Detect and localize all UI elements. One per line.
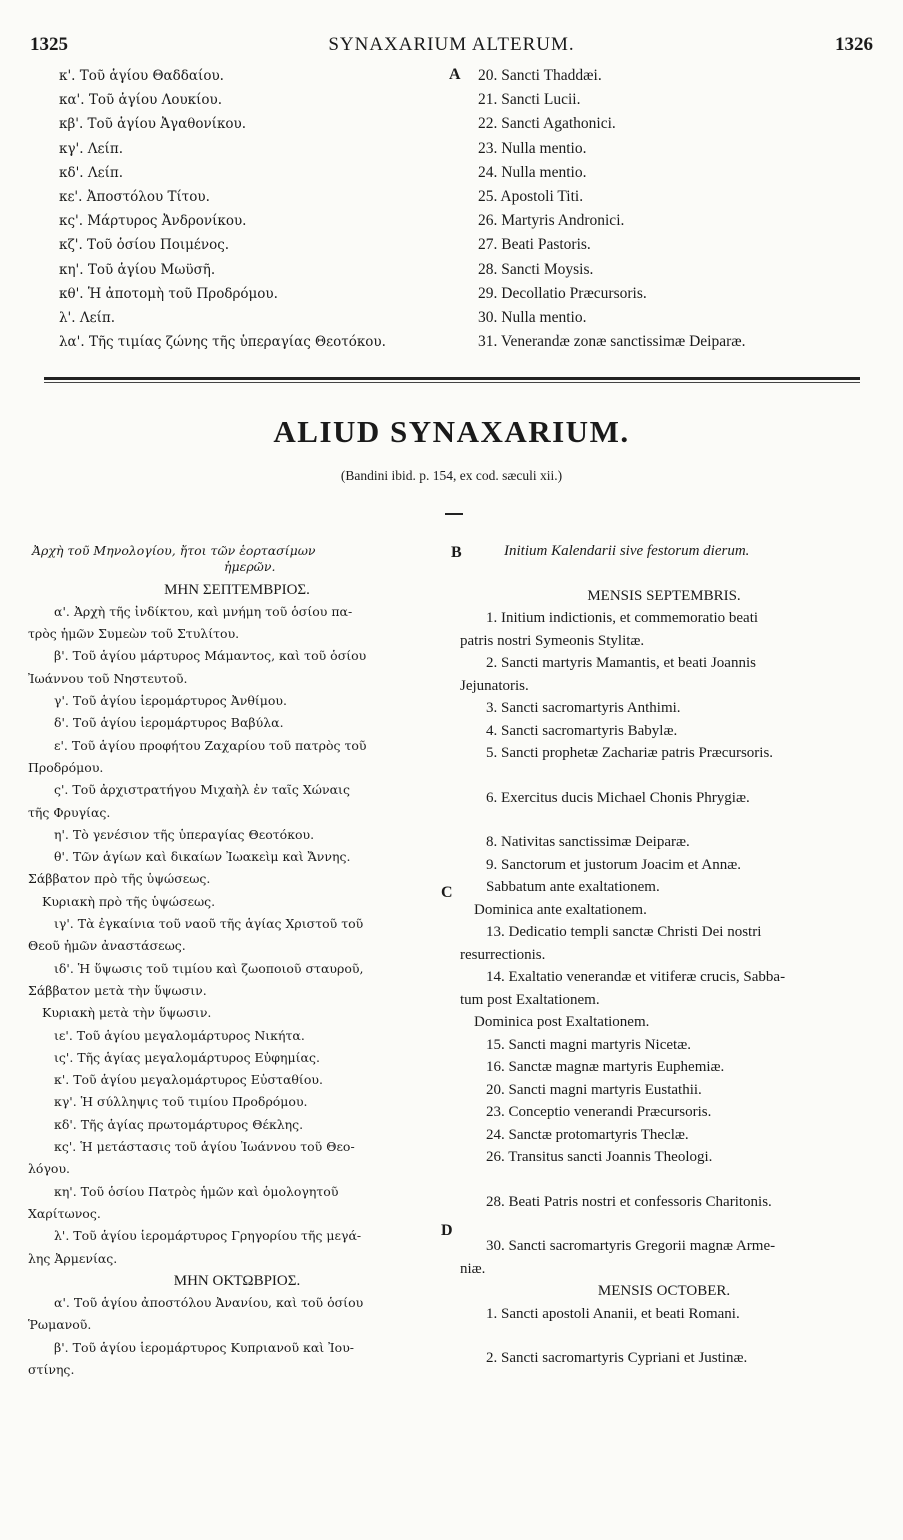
running-title: SYNAXARIUM ALTERUM. [328,34,575,55]
list-item: λης Ἀρμενίας. [28,1250,118,1266]
list-item: Jejunatoris. [460,677,529,694]
list-item: ε'. Τοῦ ἁγίου προφήτου Ζαχαρίου τοῦ πατρὸς τοῦ [54,737,367,753]
list-item: 31. Venerandæ zonæ sanctissimæ Deiparæ. [478,333,746,351]
list-item: Χαρίτωνος. [28,1205,101,1221]
list-item: 28. Beati Patris nostri et confessoris Charitonis. [486,1193,772,1210]
list-item: τῆς Φρυγίας. [28,804,111,820]
list-item: κη'. Τοῦ ἁγίου Μωϋσῆ. [59,261,216,278]
list-item: 6. Exercitus ducis Michael Chonis Phrygiæ. [486,789,750,806]
running-header [30,34,873,58]
margin-letter-b: B [451,544,462,561]
list-item: niæ. [460,1260,486,1277]
list-item: Ἰωάννου τοῦ Νηστευτοῦ. [28,670,188,686]
list-item: 23. Conceptio venerandi Præcursoris. [486,1104,712,1120]
list-item: 24. Nulla mentio. [478,163,587,181]
list-item: Σάββατον πρὸ τῆς ὑψώσεως. [28,871,211,887]
list-item: 15. Sancti magni martyris Nicetæ. [486,1036,691,1053]
list-item: patris nostri Symeonis Stylitæ. [460,632,645,649]
page-number-right: 1326 [835,34,873,55]
list-item: λ'. Λείπ. [59,310,116,327]
list-item: τρὸς ἡμῶν Συμεὼν τοῦ Στυλίτου. [28,626,240,642]
list-item: α'. Τοῦ ἁγίου ἀποστόλου Ἀνανίου, καὶ τοῦ ὁσίου [54,1295,364,1311]
list-item: κζ'. Τοῦ ὁσίου Ποιμένος. [59,237,230,254]
latin-month-september: MENSIS SEPTEMBRIS. [587,587,741,604]
list-item: ις'. Τῆς ἁγίας μεγαλομάρτυρος Εὐφημίας. [54,1049,320,1065]
list-item: β'. Τοῦ ἁγίου ἱερομάρτυρος Κυπριανοῦ καὶ Ἰου- [54,1339,355,1355]
list-item: 30. Nulla mentio. [478,309,587,327]
margin-letter-a: A [449,66,461,83]
list-item: 5. Sancti prophetæ Zachariæ patris Præcursoris. [486,745,774,761]
list-item: κς'. Ἡ μετάστασις τοῦ ἁγίου Ἰωάννου τοῦ Θεο- [54,1139,355,1155]
list-item: 9. Sanctorum et justorum Joacim et Annæ. [486,856,741,873]
list-item: 26. Transitus sancti Joannis Theologi. [486,1149,713,1165]
list-item: λ'. Τοῦ ἁγίου ἱερομάρτυρος Γρηγορίου τῆς μεγά- [54,1228,362,1244]
margin-letter-c: C [441,884,453,901]
list-item: θ'. Τῶν ἁγίων καὶ δικαίων Ἰωακεὶμ καὶ Ἄννης. [54,849,351,865]
list-item: 21. Sancti Lucii. [478,91,581,109]
list-item: κδ'. Λείπ. [59,164,124,181]
list-item: κθ'. Ἡ ἀποτομὴ τοῦ Προδρόμου. [59,285,278,302]
greek-intro: Ἀρχὴ τοῦ Μηνολογίου, ἤτοι τῶν ἑορτασίμων [32,543,316,558]
list-item: κε'. Ἀποστόλου Τίτου. [59,189,210,206]
list-item: στίνης. [28,1361,75,1377]
list-item: λόγου. [28,1161,71,1177]
list-item: κγ'. Ἡ σύλληψις τοῦ τιμίου Προδρόμου. [54,1094,308,1110]
list-item: 13. Dedicatio templi sanctæ Christi Dei nostri [486,924,762,940]
list-item: 3. Sancti sacromartyris Anthimi. [486,700,681,716]
list-item: 29. Decollatio Præcursoris. [478,284,647,302]
list-item: Ῥωμανοῦ. [28,1317,92,1333]
section-title: ALIUD SYNAXARIUM. [273,414,630,449]
list-item: Κυριακὴ μετὰ τὴν ὕψωσιν. [42,1005,212,1021]
greek-month-october: ΜΗΝ ΟΚΤΩΒΡΙΟΣ. [173,1272,301,1289]
list-item: 1. Sancti apostoli Ananii, et beati Romani. [486,1305,740,1322]
list-item: 2. Sancti martyris Mamantis, et beati Joannis [486,655,756,671]
list-item: κδ'. Τῆς ἁγίας πρωτομάρτυρος Θέκλης. [54,1116,304,1132]
list-item: 25. Apostoli Titi. [478,188,584,206]
list-item: ς'. Τοῦ ἀρχιστρατήγου Μιχαὴλ ἐν ταῖς Χώναις [54,782,350,798]
list-item: Κυριακὴ πρὸ τῆς ὑψώσεως. [42,893,216,909]
list-item: 2. Sancti sacromartyris Cypriani et Justinæ. [486,1350,748,1366]
section-divider [44,377,860,380]
list-item: γ'. Τοῦ ἁγίου ἱερομάρτυρος Ἀνθίμου. [54,693,288,709]
list-item: resurrectionis. [460,946,546,963]
list-item: α'. Ἀρχὴ τῆς ἰνδίκτου, καὶ μνήμη τοῦ ὁσίου πα- [54,603,353,619]
title-dash [445,513,463,515]
list-item: κ'. Τοῦ ἁγίου μεγαλομάρτυρος Εὐσταθίου. [54,1072,323,1088]
list-item: 4. Sancti sacromartyris Babylæ. [486,722,678,739]
list-item: κα'. Τοῦ ἁγίου Λουκίου. [59,92,223,109]
list-item: β'. Τοῦ ἁγίου μάρτυρος Μάμαντος, καὶ τοῦ ὁσίου [54,648,367,664]
list-item: 24. Sanctæ protomartyris Theclæ. [486,1126,689,1143]
list-item: Sabbatum ante exaltationem. [486,879,660,895]
list-item: 1. Initium indictionis, et commemoratio beati [486,610,759,626]
list-item: κγ'. Λείπ. [59,140,123,157]
list-item: 14. Exaltatio venerandæ et vitiferæ crucis, Sabba- [486,969,786,985]
latin-column [460,540,868,1370]
list-item: κη'. Τοῦ ὁσίου Πατρὸς ἡμῶν καὶ ὁμολογητοῦ [54,1183,339,1199]
page-number-left: 1325 [30,34,68,55]
top-greek-list [59,64,449,354]
greek-column [28,540,446,1381]
list-item: 27. Beati Pastoris. [478,236,591,254]
section-subtitle: (Bandini ibid. p. 154, ex cod. sæculi xii.) [340,468,563,483]
list-item: 22. Sancti Agathonici. [478,115,616,133]
list-item: ιδ'. Ἡ ὕψωσις τοῦ τιμίου καὶ ζωοποιοῦ σταυροῦ, [54,960,364,976]
latin-intro: Initium Kalendarii sive festorum dierum. [504,543,750,559]
list-item: 26. Martyris Andronici. [478,212,625,230]
list-item: Σάββατον μετὰ τὴν ὕψωσιν. [28,982,207,998]
list-item: 8. Nativitas sanctissimæ Deiparæ. [486,834,690,850]
list-item: κ'. Τοῦ ἁγίου Θαδδαίου. [59,68,224,84]
top-latin-list [478,64,878,354]
margin-letter-d: D [441,1222,453,1239]
list-item: Θεοῦ ἡμῶν ἀναστάσεως. [28,938,186,954]
list-item: δ'. Τοῦ ἁγίου ἱερομάρτυρος Βαβύλα. [54,715,284,731]
list-item: Προδρόμου. [28,759,104,775]
list-item: κβ'. Τοῦ ἁγίου Ἀγαθονίκου. [59,116,247,133]
latin-month-october: MENSIS OCTOBER. [597,1283,731,1299]
list-item: η'. Τὸ γενέσιον τῆς ὑπεραγίας Θεοτόκου. [54,826,315,842]
list-item: 28. Sancti Moysis. [478,260,594,278]
list-item: 30. Sancti sacromartyris Gregorii magnæ Arme- [486,1238,776,1254]
list-item: 16. Sanctæ magnæ martyris Euphemiæ. [486,1059,725,1075]
list-item: 23. Nulla mentio. [478,139,587,157]
greek-intro-cont: ἡμερῶν. [224,559,276,575]
list-item: κς'. Μάρτυρος Ἀνδρονίκου. [59,213,247,230]
section-divider-thin [44,382,860,383]
list-item: Dominica post Exaltationem. [474,1014,650,1030]
list-item: ιγ'. Τὰ ἐγκαίνια τοῦ ναοῦ τῆς ἁγίας Χριστοῦ τοῦ [54,916,364,932]
list-item: λα'. Τῆς τιμίας ζώνης τῆς ὑπεραγίας Θεοτόκου. [59,334,386,351]
list-item: 20. Sancti Thaddæi. [478,67,602,84]
list-item: Dominica ante exaltationem. [474,901,647,918]
list-item: tum post Exaltationem. [460,991,600,1008]
greek-month-september: ΜΗΝ ΣΕΠΤΕΜΒΡΙΟΣ. [164,581,310,598]
list-item: ιε'. Τοῦ ἁγίου μεγαλομάρτυρος Νικήτα. [54,1027,305,1043]
list-item: 20. Sancti magni martyris Eustathii. [486,1081,702,1098]
